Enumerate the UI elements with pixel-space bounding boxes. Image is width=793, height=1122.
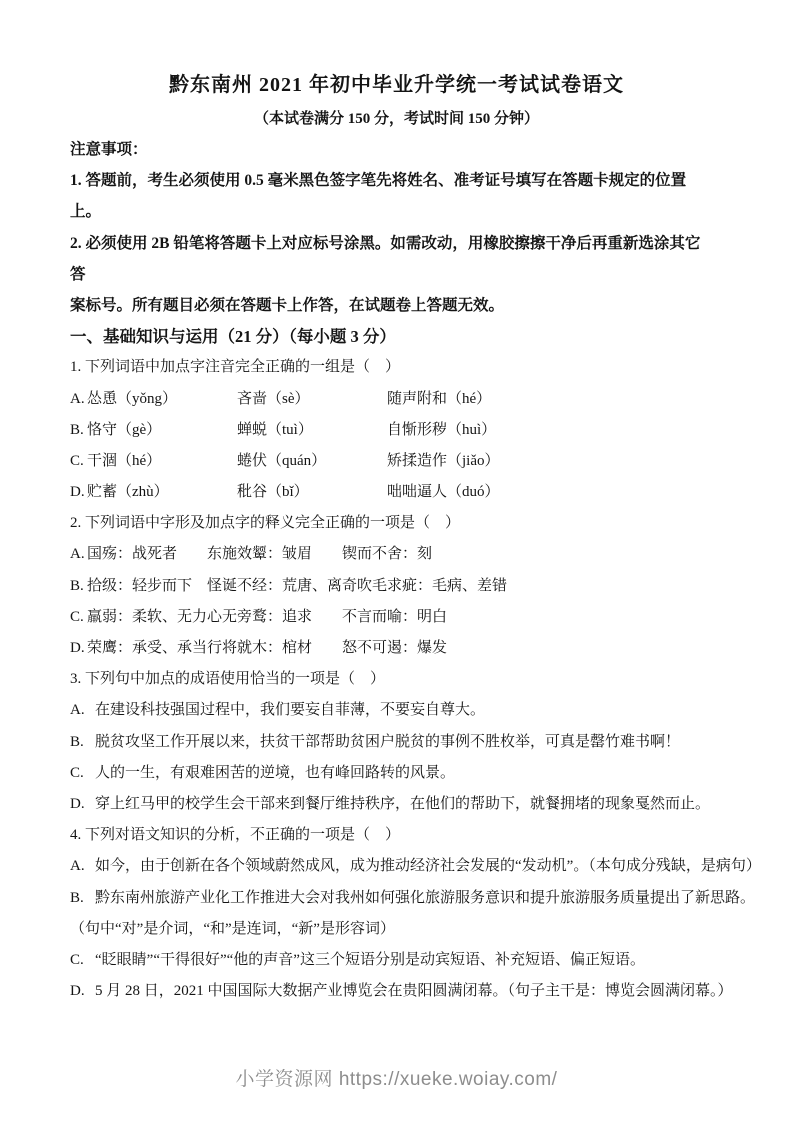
option-word-2: 秕谷（bǐ）	[237, 484, 309, 501]
option-text: “眨眼睛”“干得很好”“他的声音”这三个短语分别是动宾短语、补充短语、偏正短语。	[95, 951, 645, 968]
option-text: 人的一生，有艰难困苦的逆境，也有峰回路转的风景。	[95, 764, 456, 781]
option-word-2: 行将就木：棺材	[207, 640, 313, 656]
option-word-2: 吝啬（sè）	[237, 390, 310, 407]
notice-line-5: 案标号。所有题目必须在答题卡上作答，在试题卷上答题无效。	[70, 296, 505, 314]
question-1-option-d	[70, 477, 730, 508]
option-word-1: 贮蓄（zhù）	[87, 484, 169, 501]
option-label: D.	[70, 484, 85, 501]
watermark-footer: 小学资源网 https://xueke.woiay.com/	[235, 1069, 558, 1090]
question-2-option-a	[70, 539, 730, 570]
option-word-3: 不言而喻：明白	[342, 608, 448, 625]
question-3-stem: 3. 下列句中加点的成语使用恰当的一项是（ ）	[70, 671, 386, 688]
section-heading: 一、基础知识与运用（21 分）（每小题 3 分）	[70, 327, 396, 347]
option-text: 黔东南州旅游产业化工作推进大会对我州如何强化旅游服务意识和提升旅游服务质量提出了新思路。	[95, 889, 756, 906]
option-text: 脱贫攻坚工作开展以来，扶贫干部帮助贫困户脱贫的事例不胜枚举，可真是罄竹难书啊！	[95, 733, 681, 750]
option-word-3: 咄咄逼人（duó）	[387, 484, 500, 501]
option-label: A.	[70, 546, 85, 563]
option-word-2: 怪诞不经：荒唐、离奇	[207, 577, 358, 594]
option-label: C.	[70, 452, 84, 469]
notice-line-2: 上。	[70, 203, 102, 221]
option-word-2: 心无旁鹜：追求	[207, 608, 313, 625]
option-label: B.	[70, 889, 84, 906]
option-word-3: 怒不可遏：爆发	[342, 640, 448, 656]
option-word-1: 羸弱：柔软、无力	[87, 608, 208, 625]
notice-line-4: 答	[70, 265, 86, 283]
option-label: A.	[70, 390, 85, 407]
option-text: （句中“对”是介词，“和”是连词，“新”是形容词）	[70, 920, 395, 937]
question-2-option-d	[70, 633, 730, 664]
option-word-3: 自惭形秽（huì）	[387, 421, 497, 438]
option-text: 如今，由于创新在各个领域蔚然成风，成为推动经济社会发展的“发动机”。（本句成分残缺，是病句）	[95, 858, 761, 875]
option-word-2: 蝉蜕（tuì）	[237, 421, 313, 438]
option-label: D.	[70, 983, 85, 1000]
option-label: B.	[70, 733, 84, 750]
question-3-option-c	[70, 758, 730, 789]
option-label: A.	[70, 702, 85, 719]
question-3-option-b	[70, 727, 730, 758]
option-word-1: 国殇：战死者	[87, 546, 178, 563]
option-word-1: 拾级：轻步而下	[87, 577, 193, 594]
question-1-option-a	[70, 384, 730, 415]
option-word-1: 荣鹰：承受、承当	[87, 640, 208, 656]
question-4-option-b	[70, 883, 756, 914]
question-2-stem: 2. 下列词语中字形及加点字的释义完全正确的一项是（ ）	[70, 515, 461, 532]
option-text: 5 月 28 日，2021 中国国际大数据产业博览会在贵阳圆满闭幕。（句子主干是：博览会圆满闭幕。）	[95, 983, 733, 1000]
option-label: B.	[70, 421, 84, 438]
option-word-1: 怂恿（yǒng）	[87, 390, 178, 407]
question-4-stem: 4. 下列对语文知识的分析，不正确的一项是（ ）	[70, 827, 401, 844]
question-3-option-d	[70, 789, 730, 820]
option-label: C.	[70, 608, 84, 625]
option-text: 在建设科技强国过程中，我们要妄自菲薄，不要妄自尊大。	[95, 702, 486, 719]
option-word-1: 恪守（gè）	[87, 421, 162, 438]
option-text: 穿上红马甲的校学生会干部来到餐厅维持秩序，在他们的帮助下，就餐拥堵的现象戛然而止。	[95, 795, 711, 812]
option-word-3: 锲而不舍：刻	[342, 546, 433, 563]
question-1-stem: 1. 下列词语中加点字注音完全正确的一组是（ ）	[70, 359, 401, 376]
option-label: C.	[70, 764, 84, 781]
question-1-option-c	[70, 446, 730, 477]
question-4-option-d	[70, 976, 733, 1007]
question-4-option-a	[70, 851, 761, 882]
option-word-2: 东施效颦：皱眉	[207, 546, 313, 563]
option-word-3: 吹毛求疵：毛病、差错	[357, 577, 508, 594]
question-3-option-a	[70, 695, 730, 726]
exam-body	[70, 134, 761, 1007]
option-label: D.	[70, 640, 85, 656]
option-word-3: 随声附和（hé）	[387, 390, 492, 407]
page-title: 黔东南州 2021 年初中毕业升学统一考试试卷语文	[169, 74, 624, 96]
question-2-option-c	[70, 602, 730, 633]
option-label: D.	[70, 795, 85, 812]
notice-heading: 注意事项：	[70, 141, 148, 158]
option-label: C.	[70, 951, 84, 968]
option-word-1: 干涸（hé）	[87, 452, 162, 469]
question-4-option-c	[70, 945, 730, 976]
exam-subtitle: （本试卷满分 150 分，考试时间 150 分钟）	[253, 111, 539, 127]
option-word-2: 蜷伏（quán）	[237, 452, 327, 469]
notice-line-1: 1. 答题前，考生必须使用 0.5 毫米黑色签字笔先将姓名、准考证号填写在答题卡规定的位置	[70, 172, 687, 190]
question-2-option-b	[70, 571, 730, 602]
question-1-option-b	[70, 415, 730, 446]
option-word-3: 矫揉造作（jiǎo）	[387, 452, 500, 469]
question-4-option-b-note	[70, 914, 730, 945]
option-label: B.	[70, 577, 84, 594]
option-label: A.	[70, 858, 85, 875]
notice-line-3: 2. 必须使用 2B 铅笔将答题卡上对应标号涂黑。如需改动，用橡胶擦擦干净后再重新选涂其它	[70, 234, 701, 252]
